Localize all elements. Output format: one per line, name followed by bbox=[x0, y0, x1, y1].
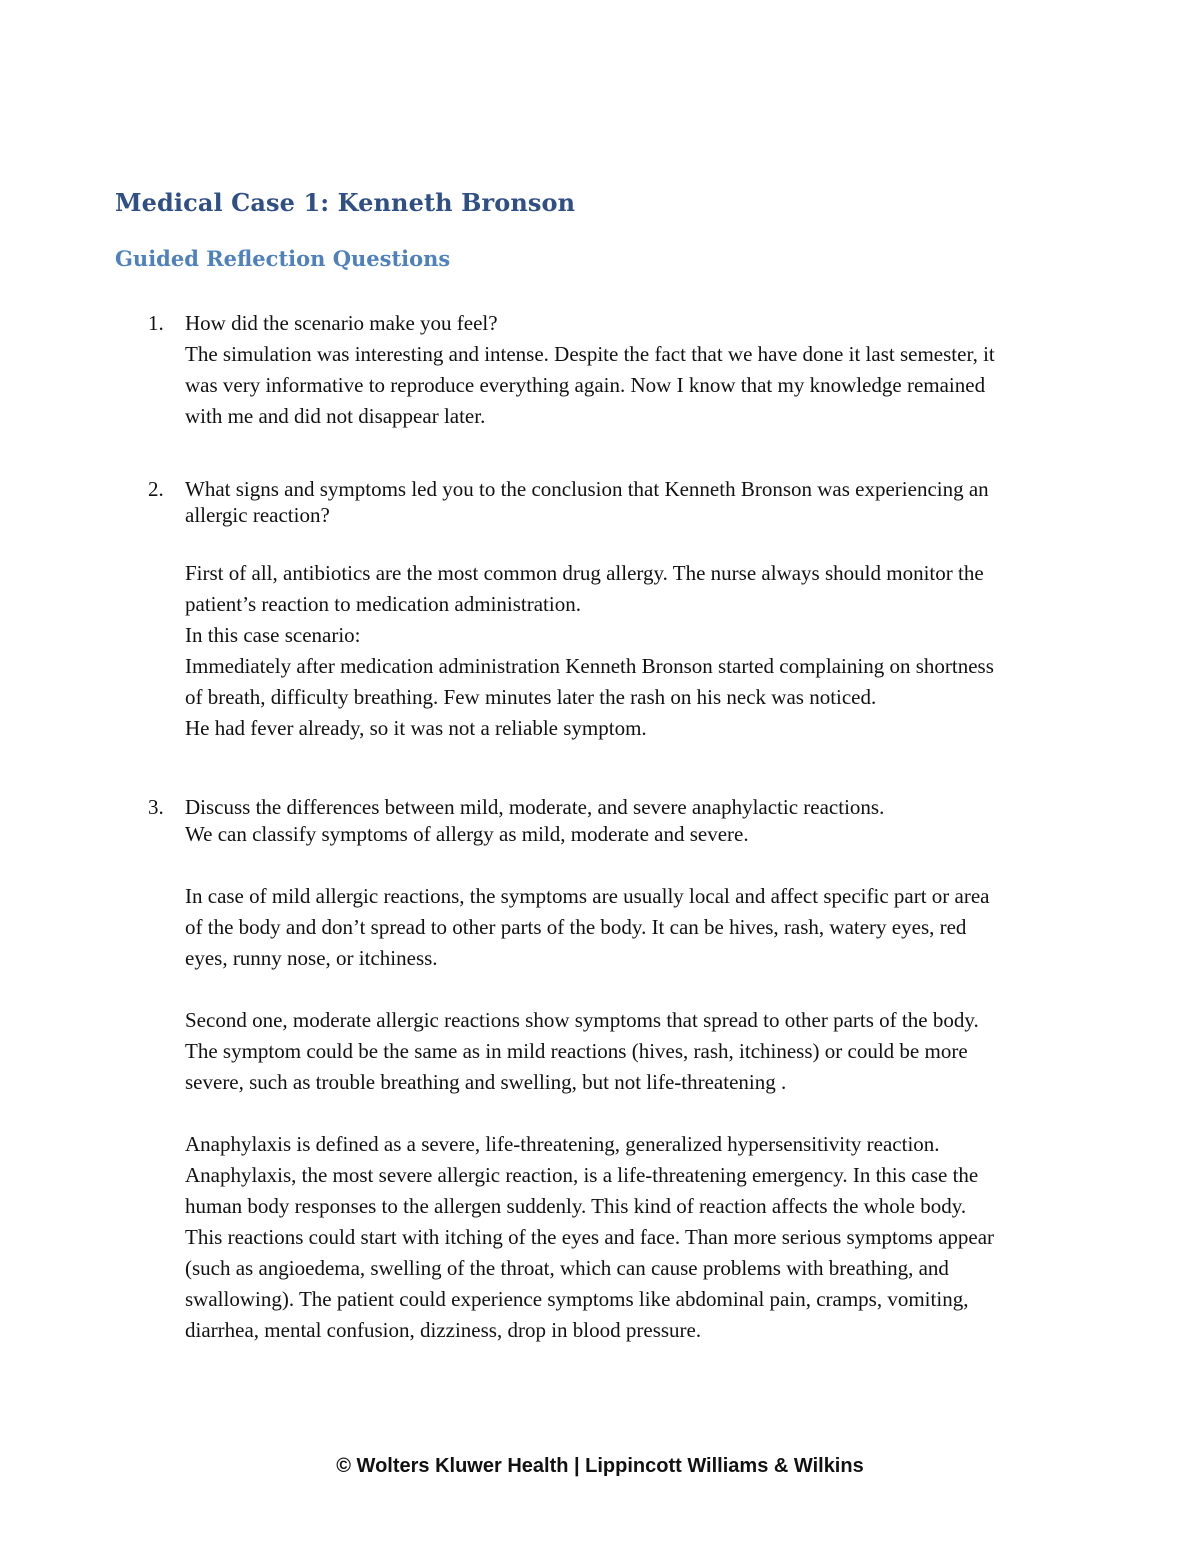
answer-line: He had fever already, so it was not a reliable symptom. bbox=[185, 716, 647, 740]
severe-reaction-line: human body responses to the allergen suddenly. This kind of reaction affects the whole body. bbox=[185, 1194, 967, 1218]
severe-reaction-line: This reactions could start with itching of the eyes and face. Than more serious symptoms appear bbox=[185, 1225, 995, 1249]
moderate-reaction-line: The symptom could be the same as in mild reactions (hives, rash, itchiness) or could be more bbox=[185, 1039, 968, 1063]
severe-reaction-line: diarrhea, mental confusion, dizziness, drop in blood pressure. bbox=[185, 1318, 702, 1342]
answer-line: with me and did not disappear later. bbox=[185, 404, 486, 428]
answer-line: was very informative to reproduce everything again. Now I know that my knowledge remained bbox=[185, 373, 986, 397]
question-number: 3. bbox=[148, 795, 164, 819]
question-number: 2. bbox=[148, 477, 164, 501]
answer-line: First of all, antibiotics are the most common drug allergy. The nurse always should monitor the bbox=[185, 561, 984, 585]
copyright-footer: © Wolters Kluwer Health | Lippincott Williams & Wilkins bbox=[336, 1455, 864, 1477]
question-text: allergic reaction? bbox=[185, 503, 330, 527]
answer-line: In this case scenario: bbox=[185, 623, 361, 647]
question-body bbox=[185, 308, 1115, 432]
question-number: 1. bbox=[148, 311, 164, 335]
severe-reaction-line: Anaphylaxis is defined as a severe, life-threatening, generalized hypersensitivity reaction. bbox=[185, 1132, 940, 1156]
mild-reaction-line: In case of mild allergic reactions, the symptoms are usually local and affect specific part or area bbox=[185, 884, 990, 908]
severe-reaction-line: (such as angioedema, swelling of the throat, which can cause problems with breathing, and bbox=[185, 1256, 949, 1280]
answer-intro: We can classify symptoms of allergy as mild, moderate and severe. bbox=[185, 822, 749, 846]
answer-line: The simulation was interesting and intense. Despite the fact that we have done it last semester, it bbox=[185, 342, 995, 366]
case-title: Medical Case 1: Kenneth Bronson bbox=[115, 188, 576, 217]
question-text: How did the scenario make you feel? bbox=[185, 311, 498, 335]
mild-reaction-line: eyes, runny nose, or itchiness. bbox=[185, 946, 438, 970]
question-text: What signs and symptoms led you to the conclusion that Kenneth Bronson was experiencing an bbox=[185, 477, 989, 501]
severe-reaction-line: swallowing). The patient could experience symptoms like abdominal pain, cramps, vomiting, bbox=[185, 1287, 969, 1311]
answer-line: of breath, difficulty breathing. Few minutes later the rash on his neck was noticed. bbox=[185, 685, 877, 709]
moderate-reaction-line: Second one, moderate allergic reactions show symptoms that spread to other parts of the body. bbox=[185, 1008, 979, 1032]
answer-line: Immediately after medication administration Kenneth Bronson started complaining on shortness bbox=[185, 654, 994, 678]
answer-line: patient’s reaction to medication administration. bbox=[185, 592, 581, 616]
mild-reaction-line: of the body and don’t spread to other parts of the body. It can be hives, rash, watery eyes, red bbox=[185, 915, 967, 939]
question-body bbox=[185, 792, 1115, 1346]
severe-reaction-line: Anaphylaxis, the most severe allergic reaction, is a life-threatening emergency. In this case the bbox=[185, 1163, 979, 1187]
question-text: Discuss the differences between mild, moderate, and severe anaphylactic reactions. bbox=[185, 795, 885, 819]
question-body bbox=[185, 474, 1115, 744]
section-heading: Guided Reflection Questions bbox=[115, 246, 451, 271]
moderate-reaction-line: severe, such as trouble breathing and swelling, but not life-threatening . bbox=[185, 1070, 787, 1094]
